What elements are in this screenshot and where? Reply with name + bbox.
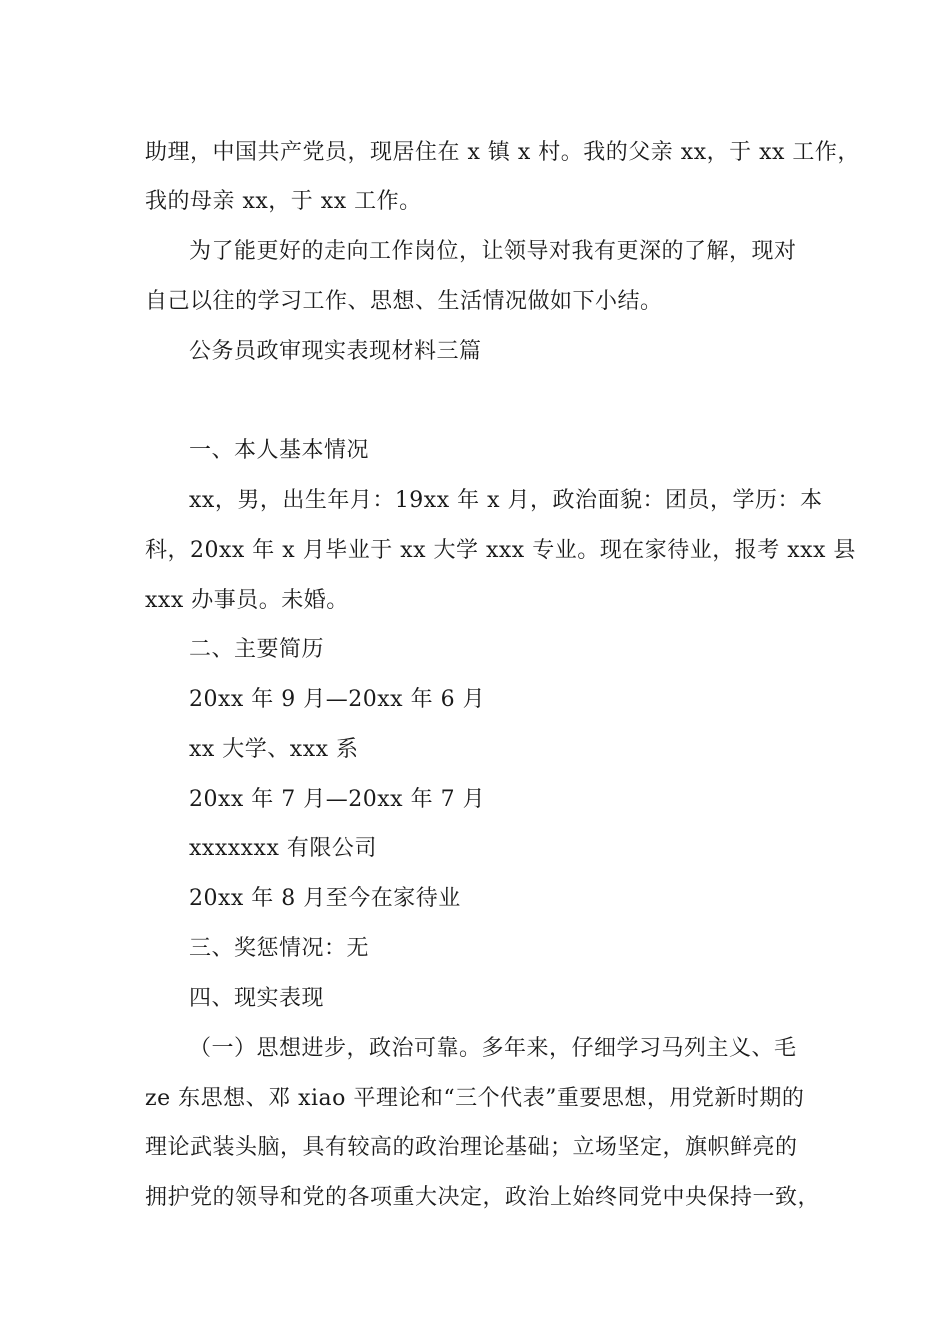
paragraph-intro-line-2: 自己以往的学习工作、思想、生活情况做如下小结。 [145, 289, 663, 314]
document-section-title: 公务员政审现实表现材料三篇 [189, 339, 482, 364]
heading-basic-info: 一、本人基本情况 [189, 438, 370, 463]
paragraph-family-line-1: 助理，中国共产党员，现居住在 x 镇 x 村。我的父亲 xx，于 xx 工作， [145, 140, 860, 165]
heading-performance: 四、现实表现 [189, 986, 325, 1011]
resume-period-2: 20xx 年 7 月—20xx 年 7 月 [189, 787, 486, 812]
paragraph-performance-line-1: （一）思想进步，政治可靠。多年来，仔细学习马列主义、毛 [189, 1036, 797, 1061]
paragraph-performance-line-3: 理论武装头脑，具有较高的政治理论基础；立场坚定，旗帜鲜亮的 [145, 1135, 798, 1160]
paragraph-basic-info-line-2: 科，20xx 年 x 月毕业于 xx 大学 xxx 专业。现在家待业，报考 xxx 县 [145, 538, 856, 563]
paragraph-basic-info-line-1: xx，男，出生年月：19xx 年 x 月，政治面貌：团员，学历：本 [189, 488, 823, 513]
paragraph-family-line-2: 我的母亲 xx，于 xx 工作。 [145, 189, 422, 214]
resume-period-3: 20xx 年 8 月至今在家待业 [189, 886, 461, 911]
resume-place-1: xx 大学、xxx 系 [189, 737, 359, 762]
paragraph-performance-line-4: 拥护党的领导和党的各项重大决定，政治上始终同党中央保持一致， [145, 1185, 821, 1210]
paragraph-intro-line-1: 为了能更好的走向工作岗位，让领导对我有更深的了解，现对 [189, 239, 797, 264]
paragraph-basic-info-line-3: xxx 办事员。未婚。 [145, 588, 349, 613]
heading-resume: 二、主要简历 [189, 637, 325, 662]
paragraph-performance-line-2: ze 东思想、邓 xiao 平理论和“三个代表”重要思想，用党新时期的 [145, 1086, 805, 1111]
resume-period-1: 20xx 年 9 月—20xx 年 6 月 [189, 687, 486, 712]
heading-rewards: 三、奖惩情况：无 [189, 936, 370, 961]
resume-place-2: xxxxxxx 有限公司 [189, 836, 377, 861]
